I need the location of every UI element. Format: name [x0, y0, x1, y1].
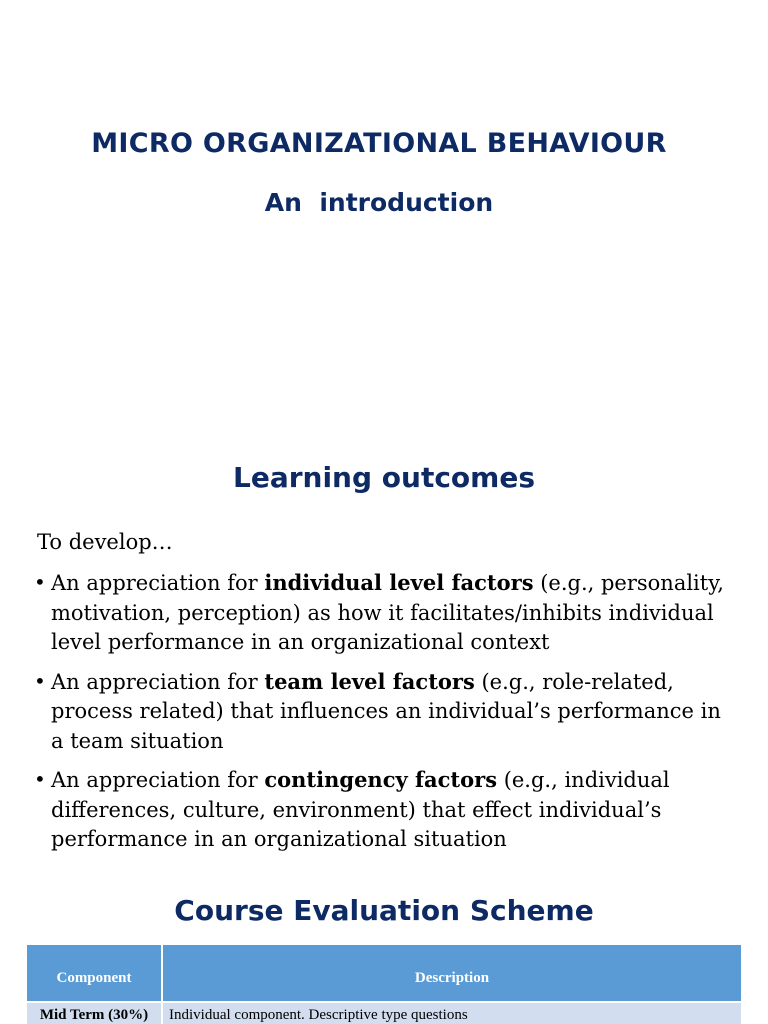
- table-row: [27, 1002, 741, 1024]
- bullet-rest: (e.g., role-related, process related) that influences an individual’s performance in a team situation: [51, 669, 721, 753]
- bullet-icon: •: [34, 767, 46, 791]
- bullet-prefix: An appreciation for: [51, 571, 265, 595]
- slide-heading: Learning outcomes: [232, 461, 535, 494]
- slide-title: MICRO ORGANIZATIONAL BEHAVIOUR: [91, 128, 667, 159]
- column-header-component: Component: [27, 945, 162, 1002]
- bullet-prefix: An appreciation for: [51, 669, 265, 694]
- slide-heading: Course Evaluation Scheme: [174, 894, 594, 927]
- intro-text: To develop…: [37, 530, 173, 554]
- list-item: [34, 667, 724, 757]
- list-item: [34, 568, 724, 658]
- outcomes-list: [34, 568, 724, 864]
- table-header-row: [27, 945, 741, 1002]
- bullet-bold: team level factors: [264, 668, 475, 694]
- evaluation-table: [27, 945, 741, 1024]
- cell-component: Mid Term (30%): [27, 1002, 162, 1024]
- title-slide: [0, 0, 768, 430]
- learning-outcomes-slide: [0, 430, 768, 866]
- bullet-icon: •: [34, 668, 46, 693]
- cell-description: Individual component. Descriptive type questions: [162, 1002, 741, 1024]
- bullet-bold: individual level factors: [264, 570, 534, 595]
- slide-subtitle: An introduction: [264, 188, 494, 217]
- list-item: [34, 765, 724, 855]
- evaluation-slide: [0, 866, 768, 1024]
- bullet-icon: •: [34, 570, 46, 594]
- column-header-description: Description: [162, 945, 741, 1002]
- bullet-rest: (e.g., individual differences, culture, environment) that effect individual’s performance in an organizational situation: [51, 768, 670, 851]
- bullet-rest: (e.g., personality, motivation, perception) as how it facilitates/inhibits individual level performance in an organizational context: [51, 571, 724, 654]
- bullet-prefix: An appreciation for: [51, 768, 265, 792]
- bullet-bold: contingency factors: [264, 767, 498, 792]
